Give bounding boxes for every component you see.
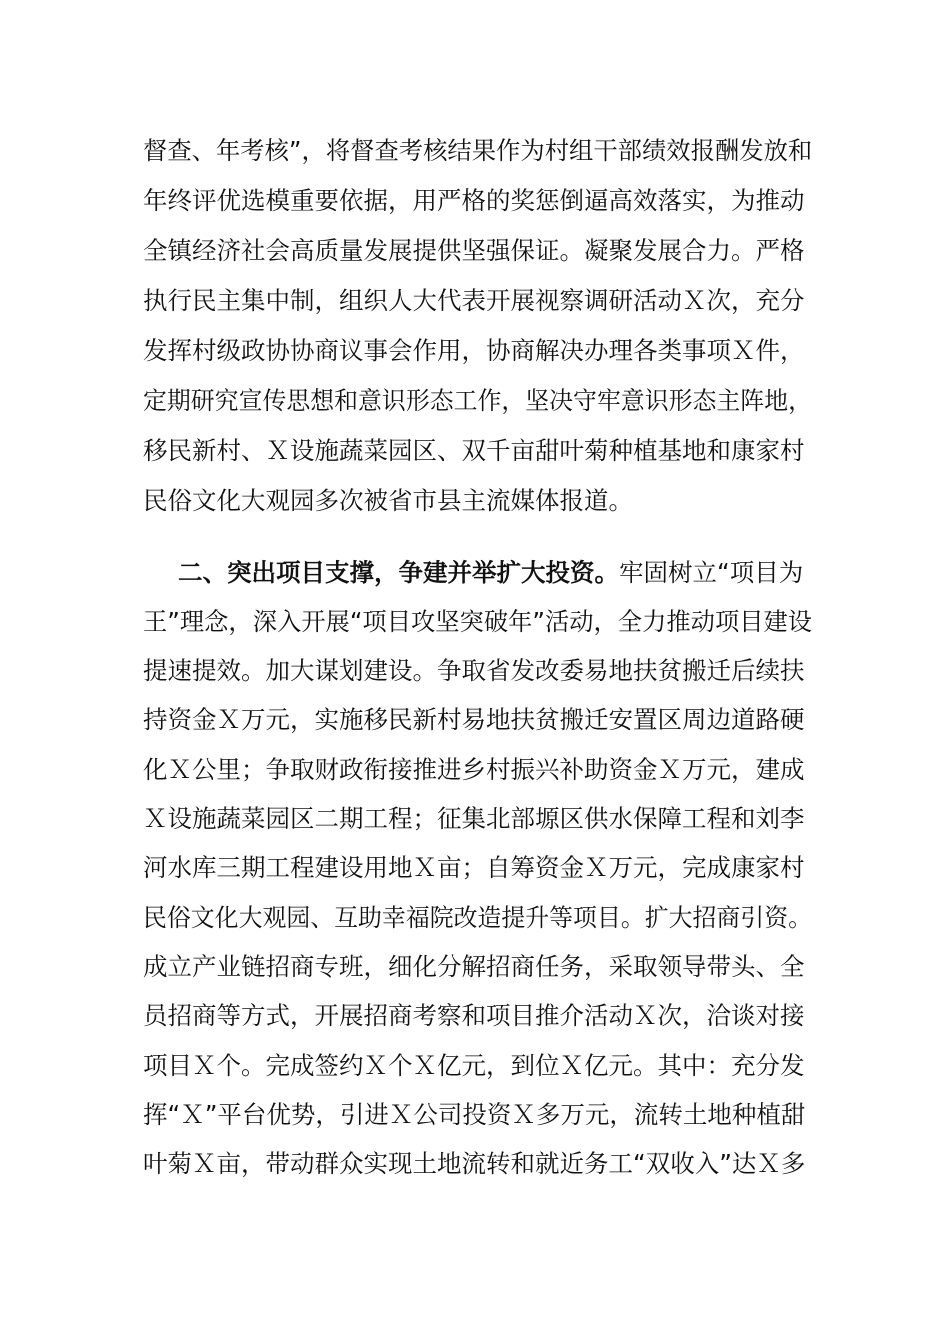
text-line: 提速提效。加大谋划建设。争取省发改委易地扶贫搬迁后续扶: [143, 656, 805, 685]
paragraph-first-line: [178, 558, 803, 588]
text-line: 挥“Ｘ”平台优势，引进Ｘ公司投资Ｘ多万元，流转土地种植甜: [143, 1100, 806, 1129]
text-line: 王”理念，深入开展“项目攻坚突破年”活动，全力推动项目建设: [143, 607, 813, 636]
text-line: 化Ｘ公里；争取财政衔接推进乡村振兴补助资金Ｘ万元，建成: [143, 755, 805, 784]
text-line: 发挥村级政协协商议事会作用，协商解决办理各类事项Ｘ件，: [143, 336, 805, 365]
text-line: Ｘ设施蔬菜园区二期工程；征集北部塬区供水保障工程和刘李: [143, 804, 805, 833]
text-line: 民俗文化大观园、互助幸福院改造提升等项目。扩大招商引资。: [143, 903, 812, 932]
text-line: 全镇经济社会高质量发展提供坚强保证。凝聚发展合力。严格: [143, 236, 805, 265]
text-line: 河水库三期工程建设用地Ｘ亩；自筹资金Ｘ万元，完成康家村: [143, 853, 805, 882]
text-line: 持资金Ｘ万元，实施移民新村易地扶贫搬迁安置区周边道路硬: [143, 705, 805, 734]
text-line: 叶菊Ｘ亩，带动群众实现土地流转和就近务工“双收入”达Ｘ多: [143, 1149, 806, 1178]
text-line: 民俗文化大观园多次被省市县主流媒体报道。: [143, 486, 633, 515]
text-line: 执行民主集中制，组织人大代表开展视察调研活动Ｘ次，充分: [143, 286, 805, 315]
text-span: 牢固树立“项目为: [619, 558, 804, 587]
text-line: 员招商等方式，开展招商考察和项目推介活动Ｘ次，洽谈对接: [143, 1001, 805, 1030]
text-line: 督查、年考核”，将督查考核结果作为村组干部绩效报酬发放和: [143, 136, 813, 165]
text-line: 成立产业链招商专班，细化分解招商任务，采取领导带头、全: [143, 952, 805, 981]
text-line: 移民新村、Ｘ设施蔬菜园区、双千亩甜叶菊种植基地和康家村: [143, 436, 805, 465]
text-line: 年终评优选模重要依据，用严格的奖惩倒逼高效落实，为推动: [143, 186, 805, 215]
text-line: 定期研究宣传思想和意识形态工作，坚决守牢意识形态主阵地，: [143, 386, 812, 415]
section-heading: 二、突出项目支撑，争建并举扩大投资。: [178, 558, 619, 587]
text-line: 项目Ｘ个。完成签约Ｘ个Ｘ亿元，到位Ｘ亿元。其中：充分发: [143, 1051, 805, 1080]
